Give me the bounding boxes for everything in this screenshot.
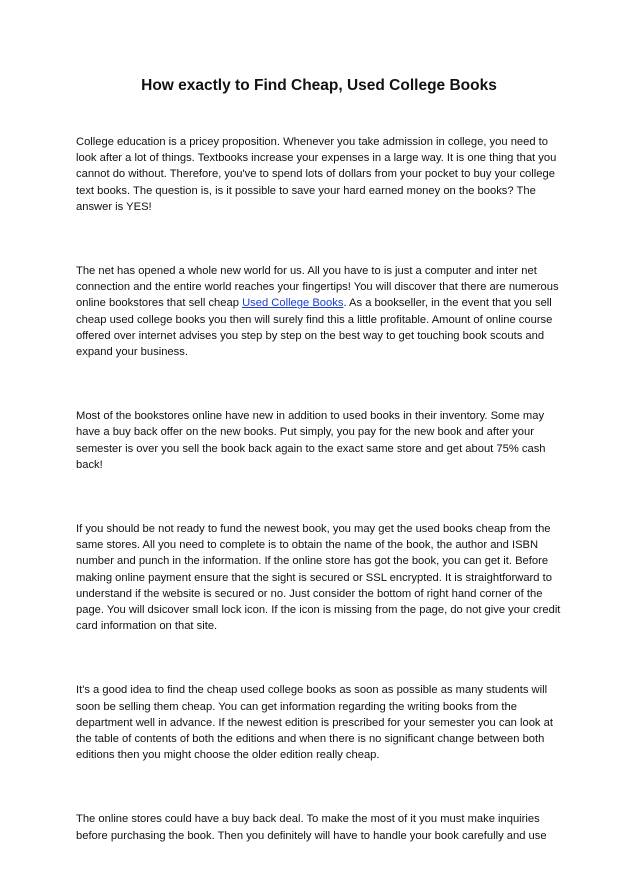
paragraph-line: understand if the website is secured or no. Just consider the bottom of right hand corner of the	[76, 587, 543, 600]
paragraph-line: College education is a pricey proposition. Whenever you take admission in college, you need to	[76, 136, 549, 148]
paragraph-line: cannot do without. Therefore, you've to spend lots of dollars from your pocket to buy your college	[76, 168, 555, 181]
article-body	[76, 134, 576, 892]
paragraph-line: Most of the bookstores online have new in addition to used books in their inventory. Some may	[76, 410, 545, 423]
paragraph-line: It's a good idea to find the cheap used college books as soon as possible as many students will	[76, 684, 548, 697]
paragraph-1	[76, 134, 576, 215]
paragraph-line: before purchasing the book. Then you definitely will have to handle your book carefully and use	[76, 829, 547, 842]
paragraph-line: same stores. All you need to complete is to obtain the name of the book, the author and ISBN	[76, 539, 539, 552]
page-title: How exactly to Find Cheap, Used College Books	[141, 77, 497, 94]
paragraph-line: The online stores could have a buy back deal. To make the most of it you must make inquiries	[76, 813, 540, 826]
paragraph-line: look after a lot of things. Textbooks increase your expenses in a large way. It is one thing that you	[76, 152, 557, 165]
link-line-before: online bookstores that sell cheap	[76, 297, 243, 310]
paragraph-line-with-link	[76, 295, 576, 311]
paragraph-5	[76, 682, 576, 763]
paragraph-4	[76, 521, 576, 634]
paragraph-line: page. You will dsicover small lock icon. If the icon is missing from the page, do not give your credit	[76, 604, 561, 617]
paragraph-3	[76, 408, 576, 473]
paragraph-line: the table of contents of both the editions and when there is no significant change between both	[76, 733, 545, 746]
paragraph-line: have a buy back offer on the new books. Put simply, you pay for the new book and after your	[76, 426, 534, 439]
paragraph-line: If you should be not ready to fund the newest book, you may get the used books cheap from the	[76, 523, 551, 536]
paragraph-line: number and punch in the information. If the online store has got the book, you can get it. Before	[76, 555, 549, 568]
paragraph-line: back!	[76, 458, 103, 471]
paragraph-line: semester is over you sell the book back again to the exact same store and get about 75% cash	[76, 442, 546, 455]
paragraph-line: soon be selling them cheap. You can get information regarding the writing books from the	[76, 700, 517, 713]
used-college-books-link[interactable]: Used College Books	[242, 297, 344, 310]
paragraph-line: card information on that site.	[76, 620, 218, 633]
paragraph-line: department well in advance. If the newest edition is prescribed for your semester you can look at	[76, 716, 553, 729]
paragraph-line: making online payment ensure that the sight is secured or SSL encrypted. It is straightforward to	[76, 571, 552, 584]
paragraph-line: offered over internet advises you step by step on the best way to get touching book scouts and	[76, 329, 545, 342]
paragraph-2	[76, 263, 576, 360]
paragraph-line: text books. The question is, is it possible to save your hard earned money on the books? The	[76, 184, 536, 197]
paragraph-line: expand your business.	[76, 346, 188, 359]
paragraph-line: cheap used college books you then will surely find this a little profitable. Amount of online course	[76, 313, 553, 326]
paragraph-6	[76, 811, 576, 843]
link-line-after: . As a bookseller, in the event that you sell	[343, 297, 552, 310]
paragraph-line: The net has opened a whole new world for us. All you have to is just a computer and inter net	[76, 265, 537, 278]
paragraph-line: editions then you might choose the older edition really cheap.	[76, 749, 380, 762]
paragraph-line: answer is YES!	[76, 200, 152, 213]
paragraph-line: connection and the entire world reaches your fingertips! You will discover that there are numerous	[76, 281, 559, 294]
